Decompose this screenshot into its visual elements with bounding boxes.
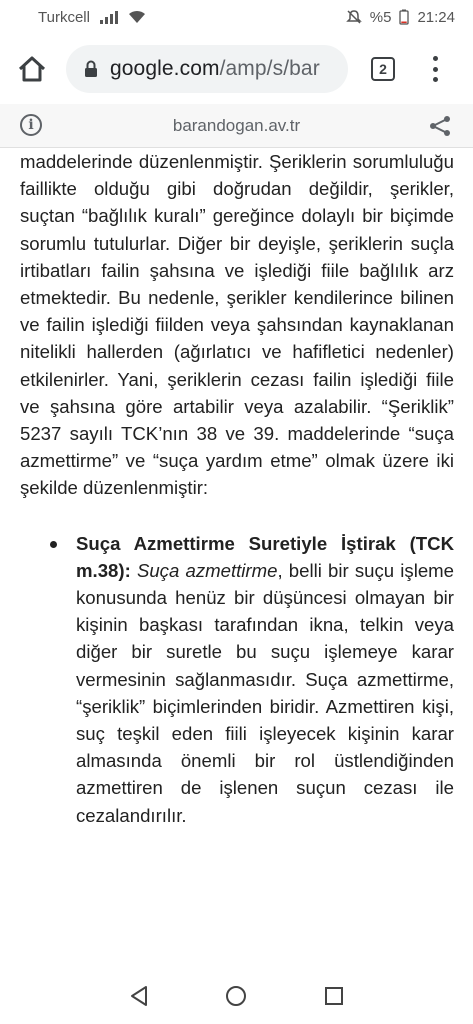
url-domain: google.com [110,57,220,80]
status-bar [0,0,473,34]
recents-icon [323,985,345,1007]
back-icon [128,984,150,1008]
bullet-heading: Suça Azmettirme Suretiyle İştirak (TCK m.38): [76,532,454,581]
carrier-name: Turkcell [38,8,90,26]
more-vert-icon[interactable] [428,54,442,84]
tabs-button[interactable] [371,57,395,81]
url-path: /amp/s/bar [219,57,320,80]
bullet-body: , belli bir suçu işleme konusunda henüz bir düşüncesi olmayan bir kişinin başkası tarafından ikna, telkin veya diğer bir suretle bu suçu işlemeye karar vermesinin sağlanmasıdır. Suça azmettirme, “şeriklik” biçimlerinden biridir. Azmettiren kişi, suç teşkil eden fiili işleyecek kişinin karar almasında önemli bir rol üstlendiğinden azmettiren de işlenen suçun cezası ile cezalandırılır. [76,559,455,826]
back-button[interactable] [124,981,154,1011]
battery-icon [399,9,409,25]
browser-toolbar [0,34,473,104]
recents-button[interactable] [319,981,349,1011]
article-body [20,148,454,829]
bullet-term: Suça azmettirme [136,559,278,581]
lock-icon [84,60,98,78]
system-nav-bar [0,968,473,1024]
mute-icon [346,9,362,25]
bullet-icon [50,541,57,548]
list-item [76,530,454,829]
home-nav-icon [224,984,248,1008]
share-icon[interactable] [428,114,452,138]
home-nav-button[interactable] [221,981,251,1011]
amp-header [0,104,473,148]
url-bar[interactable] [66,45,348,93]
tab-count: 2 [379,61,387,77]
signal-icon [100,11,118,24]
info-icon[interactable]: i [20,114,42,136]
url-text [110,57,320,81]
bullet-list [20,530,454,829]
status-right [346,9,455,26]
status-left [38,9,146,26]
wifi-icon [128,10,146,24]
home-button[interactable] [14,52,50,86]
clock: 21:24 [417,8,455,26]
home-icon [17,55,47,83]
article-paragraph: maddelerinde düzenlenmiştir. Şeriklerin sorumluluğu faillikte olduğu gibi doğrudan değildir, şerikler, suçtan “bağlılık kuralı” gereğince dolaylı bir biçimde sorumlu tutulurlar. Diğer bir deyişle, şeriklerin suçla irtibatları failin şahsına ve işlediği fiile bağlılık arz etmektedir. Bu nedenle, şerikler kendilerince bilinen ve failin işlediği fiilden veya şahsından kaynaklanan nitelikli hallerden (ağırlatıcı ve hafifletici nedenler) etkilenirler. Yani, şeriklerin cezası failin işlediği fiile ve şahsına göre artabilir veya azalabilir. “Şeriklik” 5237 sayılı TCK’nın 38 ve 39. maddelerinde “suça azmettirme” ve “suça yardım etme” olmak üzere iki şekilde düzenlenmiştir: [20,151,454,499]
battery-percent: %5 [369,8,392,26]
amp-domain[interactable]: barandogan.av.tr [172,115,301,135]
